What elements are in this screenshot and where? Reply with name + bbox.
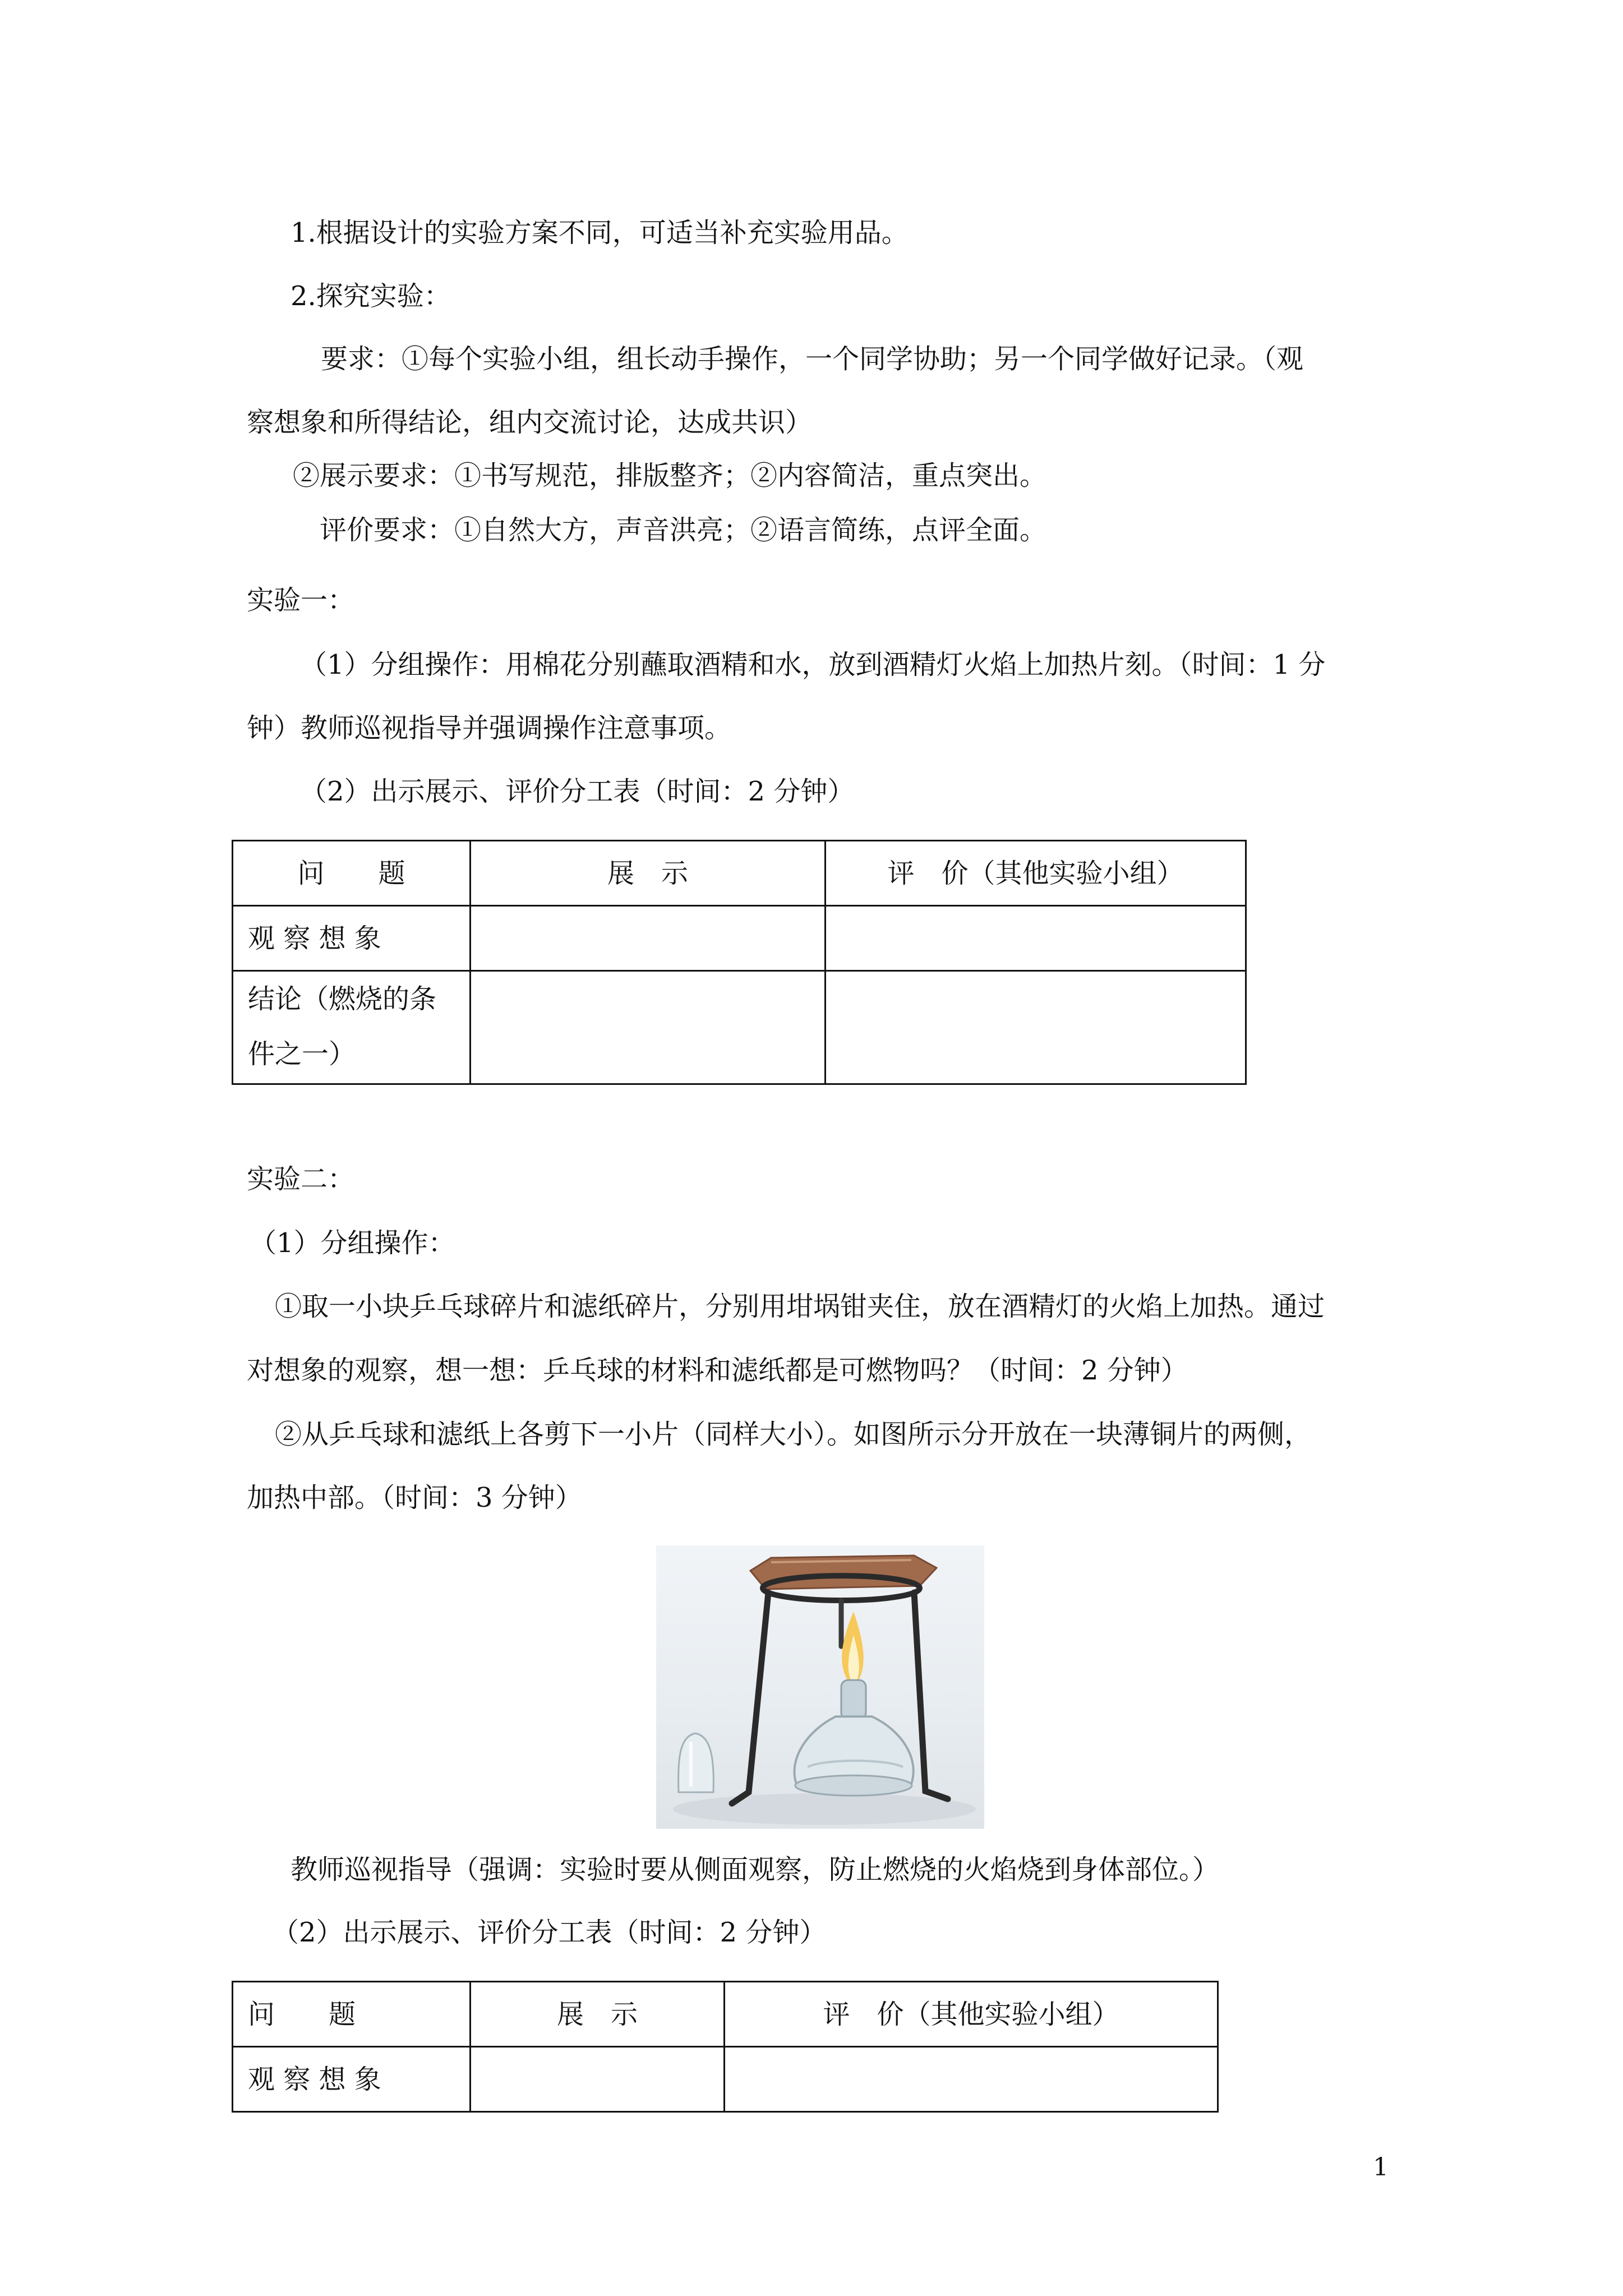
table-row (233, 2047, 1218, 2112)
header-show: 展 示 (471, 841, 826, 906)
exp1-title: 实验一： (247, 585, 355, 616)
conclusion-label-line-1: 结论（燃烧的条 (248, 983, 437, 1015)
intro-item-2: 2.探究实验： (291, 280, 451, 312)
table-cell (826, 971, 1246, 1084)
eval-requirement: 评价要求：①自然大方，声音洪亮；②语言简练，点评全面。 (320, 514, 1047, 546)
table-row (233, 906, 1246, 971)
row-label-conclusion (233, 971, 471, 1084)
header-evaluation: 评 价（其他实验小组） (826, 841, 1246, 906)
header-question: 问 题 (233, 1982, 471, 2047)
table-cell (471, 2047, 725, 2112)
page-number: 1 (1373, 2153, 1389, 2182)
table-header-row (233, 1982, 1218, 2047)
exp1-step1-line-2: 钟）教师巡视指导并强调操作注意事项。 (247, 712, 732, 744)
lamp-cap (679, 1733, 714, 1792)
show-requirement: ②展示要求：①书写规范，排版整齐；②内容简洁，重点突出。 (293, 460, 1047, 491)
tripod-leg (732, 1593, 768, 1803)
exp1-step1-line-1: （1）分组操作：用棉花分别蘸取酒精和水，放到酒精灯火焰上加热片刻。（时间：1 分 (300, 649, 1326, 680)
table-cell (826, 906, 1246, 971)
wick-holder (841, 1680, 866, 1719)
tripod-lamp-illustration (656, 1545, 984, 1829)
exp2-sub1-line-2: 对想象的观察，想一想：乒乓球的材料和滤纸都是可燃物吗？（时间：2 分钟） (247, 1355, 1188, 1386)
surface-shadow (673, 1793, 976, 1825)
exp2-title: 实验二： (247, 1163, 355, 1195)
header-question: 问 题 (233, 841, 471, 906)
exp2-sub2-line-2: 加热中部。（时间：3 分钟） (247, 1482, 582, 1513)
table-cell (471, 906, 826, 971)
exp2-step1: （1）分组操作： (250, 1227, 455, 1259)
exp2-sub1-line-1: ①取一小块乒乓球碎片和滤纸碎片，分别用坩埚钳夹住，放在酒精灯的火焰上加热。通过 (275, 1291, 1325, 1322)
exp2-division-table (232, 1981, 1219, 2113)
row-label-observation: 观 察 想 象 (233, 2047, 471, 2112)
header-show: 展 示 (471, 1982, 725, 2047)
alcohol-lamp-body (794, 1717, 913, 1784)
tripod-leg (914, 1593, 948, 1799)
exp1-division-table (232, 840, 1247, 1085)
table-cell (471, 971, 826, 1084)
table-cell (725, 2047, 1218, 2112)
intro-item-1: 1.根据设计的实验方案不同，可适当补充实验用品。 (291, 217, 909, 249)
row-label-observation: 观 察 想 象 (233, 906, 471, 971)
alcohol-lamp-experiment-photo (656, 1545, 984, 1829)
table-row (233, 971, 1246, 1084)
exp2-sub2-line-1: ②从乒乓球和滤纸上各剪下一小片（同样大小）。如图所示分开放在一块薄铜片的两侧， (275, 1419, 1312, 1450)
exp1-step2: （2）出示展示、评价分工表（时间：2 分钟） (300, 776, 855, 807)
teacher-note: 教师巡视指导（强调：实验时要从侧面观察，防止燃烧的火焰烧到身体部位。） (291, 1854, 1220, 1885)
requirement-line-1: 要求：①每个实验小组，组长动手操作，一个同学协助；另一个同学做好记录。（观 (321, 343, 1304, 375)
conclusion-label-line-2: 件之一） (248, 1038, 356, 1070)
header-evaluation: 评 价（其他实验小组） (725, 1982, 1218, 2047)
exp2-step2: （2）出示展示、评价分工表（时间：2 分钟） (272, 1917, 827, 1948)
requirement-line-2: 察想象和所得结论，组内交流讨论，达成共识） (247, 407, 813, 438)
table-header-row (233, 841, 1246, 906)
